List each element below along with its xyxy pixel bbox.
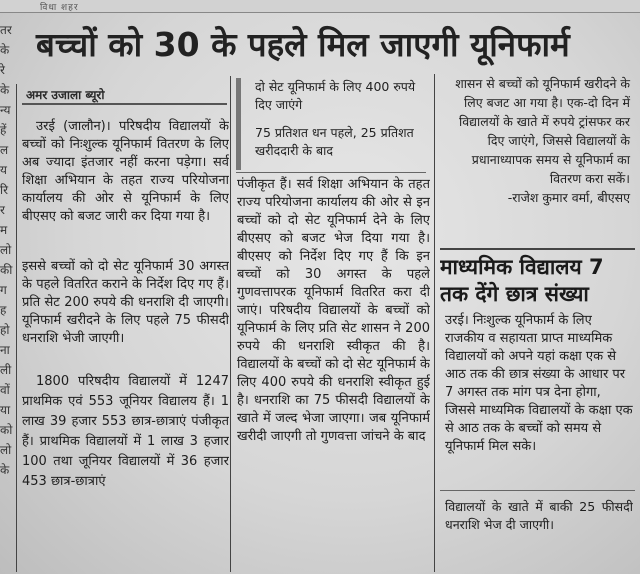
pull-quote-line: 75 प्रतिशत धन पहले, 25 प्रतिशत खरीददारी के बाद bbox=[255, 125, 414, 158]
left-column-edge bbox=[0, 20, 14, 574]
left-edge-fragment: ल bbox=[0, 143, 9, 157]
left-edge-fragment: म bbox=[0, 223, 8, 237]
left-edge-fragment: की bbox=[0, 263, 13, 277]
left-edge-fragment: न्य bbox=[0, 103, 11, 117]
divider bbox=[440, 490, 635, 491]
article-paragraph: इससे बच्चों को दो सेट यूनिफार्म 30 अगस्त के पहले वितरित कराने के निर्देश दिए गए हैं। प्रति सेट 200 रुपये की धनराशि दी जाएगी। यूनिफार्म खरीदने के लिए पहले 75 फीसदी धनराशि भेजी जाएगी। bbox=[22, 259, 229, 346]
sub-headline-line: माध्यमिक विद्यालय 7 bbox=[440, 255, 604, 279]
left-edge-fragment: वों bbox=[0, 383, 10, 397]
left-edge-fragment: के bbox=[0, 43, 10, 57]
left-edge-fragment: य bbox=[0, 163, 7, 177]
article-paragraph: पंजीकृत हैं। सर्व शिक्षा अभियान के तहत राज्य परियोजना कार्यालय की ओर से इन बच्चों को दो सेट यूनिफार्म देने के लिए बीएसए को बजट भेज दिया गया है। बीएसए को निर्देश दिए गए हैं कि इन बच्चों को 30 अगस्त के पहले गुणवत्तापरक यूनिफार्म वितरित करा दी जाएं। परिषदीय विद्यालयों के बच्चों को यूनिफार्म के लिए प्रति सेट शासन ने 200 रुपये की धनराशि स्वीकृत की है। विद्यालयों के बच्चों को दो सेट यूनिफार्म के लिए 400 रुपये की धनराशि स्वीकृत हुई है। धनराशि का 75 फीसदी विद्यालयों के खाते में जल्द भेजा जाएगा। जब यूनिफार्म खरीदी जाएगी तो गुणवत्ता जांचने के बाद bbox=[237, 177, 430, 444]
pull-quote bbox=[236, 78, 421, 170]
sub-headline bbox=[440, 254, 640, 310]
left-edge-fragment: रि bbox=[0, 183, 9, 197]
column-rule bbox=[434, 74, 435, 572]
left-edge-fragment: ली bbox=[0, 363, 12, 377]
article-paragraph: उरई। निःशुल्क यूनिफार्म के लिए राजकीय व सहायता प्राप्त माध्यमिक विद्यालयों को अपने यहां कक्षा एक से आठ तक की छात्र संख्या के आधार पर 7 अगस्त तक मांग पत्र देना होगा, जिससे माध्यमिक विद्यालयों के कक्षा एक से आठ तक के बच्चों को समय से यूनिफार्म मिल सके। bbox=[445, 313, 633, 454]
headline: बच्चों को 30 के पहले मिल जाएगी यूनिफार्म bbox=[36, 25, 570, 64]
pull-quote-line: दो सेट यूनिफार्म के लिए 400 रुपये दिए जाएंगे bbox=[255, 79, 416, 112]
sub-headline-line: तक देंगे छात्र संख्या bbox=[440, 282, 589, 306]
byline: अमर उजाला ब्यूरो bbox=[26, 88, 105, 102]
left-edge-fragment: ना bbox=[0, 343, 10, 357]
divider bbox=[236, 172, 426, 173]
article-paragraph: उरई (जालौन)। परिषदीय विद्यालयों के बच्चों को निःशुल्क यूनिफार्म वितरण के लिए अब ज्यादा इंतजार नहीं करना पड़ेगा। सर्व शिक्षा अभियान के तहत राज्य परियोजना कार्यालय की ओर से यूनिफार्म के लिए बीएसए को बजट जारी कर दिया गया है। bbox=[22, 119, 229, 224]
left-edge-fragment: हो bbox=[0, 323, 10, 337]
column-rule bbox=[230, 76, 231, 572]
byline-rule bbox=[22, 103, 227, 105]
left-edge-fragment: रे bbox=[0, 63, 5, 77]
column-rule bbox=[16, 84, 17, 572]
quote-credit: -राजेश कुमार वर्मा, बीएसए bbox=[507, 190, 630, 205]
masthead-strip-text: विधा शहर bbox=[40, 3, 79, 13]
article-paragraph: विद्यालयों के खाते में बाकी 25 फीसदी धनराशि भेज दी जाएगी। bbox=[445, 499, 633, 532]
left-edge-fragment: या bbox=[0, 403, 11, 417]
left-edge-fragment: हें bbox=[0, 123, 7, 137]
masthead-strip bbox=[0, 0, 640, 13]
left-edge-fragment: ह bbox=[0, 303, 7, 317]
left-edge-fragment: के bbox=[0, 463, 10, 477]
left-edge-fragment: के bbox=[0, 83, 10, 97]
article-paragraph: 1800 परिषदीय विद्यालयों में 1247 प्राथमिक एवं 553 जूनियर विद्यालय हैं। 1 लाख 39 हजार 553 छात्र-छात्राएं पंजीकृत हैं। प्राथमिक विद्यालयों में 1 लाख 3 हजार 100 तथा जूनियर विद्यालयों में 36 हजार 453 छात्र-छात्राएं bbox=[22, 374, 229, 489]
left-edge-fragment: लो bbox=[0, 243, 12, 257]
divider bbox=[440, 248, 635, 250]
left-edge-fragment: को bbox=[0, 423, 13, 437]
left-edge-fragment: तर bbox=[0, 23, 12, 37]
quote-text: शासन से बच्चों को यूनिफार्म खरीदने के लिए बजट आ गया है। एक-दो दिन में विद्यालयों के खाते में रुपये ट्रांसफर कर दिए जाएंगे, जिससे विद्यालयों के प्रधानाध्यापक समय से यूनिफार्म का वितरण करा सकें। bbox=[455, 76, 630, 186]
left-edge-fragment: र bbox=[0, 203, 5, 217]
quote-box bbox=[440, 74, 630, 234]
left-edge-fragment: ग bbox=[0, 283, 7, 297]
left-edge-fragment: लो bbox=[0, 443, 12, 457]
